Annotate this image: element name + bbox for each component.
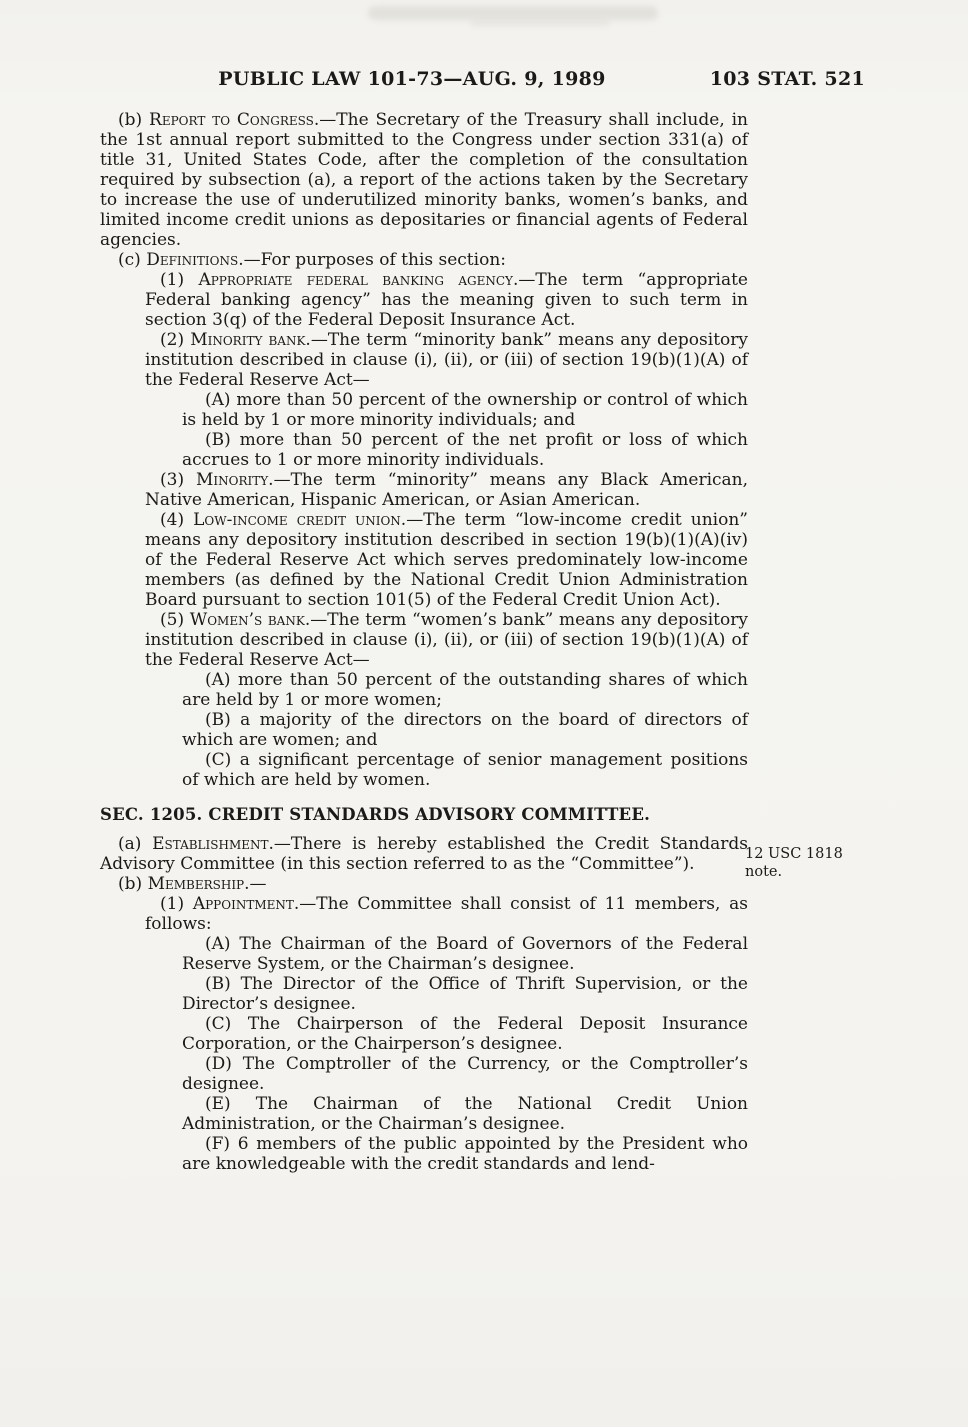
paragraph-heading: Definitions. (146, 250, 244, 270)
paragraph-text: more than 50 percent of the outstanding shares of which are held by 1 or more women; (182, 670, 748, 710)
statute-paragraph (100, 834, 748, 874)
paragraph-text: —For purposes of this section: (243, 250, 506, 270)
paragraph-number: (c) (118, 250, 147, 270)
paragraph-text: a majority of the directors on the board of directors of which are women; and (182, 710, 748, 750)
paragraph-number: (F) (205, 1134, 238, 1154)
statute-page-number: 103 STAT. 521 (709, 68, 865, 90)
statute-paragraph (145, 270, 748, 330)
paragraph-heading: Report to Congress. (149, 110, 320, 130)
statute-paragraph (100, 110, 748, 250)
paragraph-heading: Minority bank. (190, 330, 311, 350)
paragraph-number: (A) (205, 390, 237, 410)
scan-artifact (470, 18, 610, 26)
paragraph-number: (E) (205, 1094, 256, 1114)
paragraph-number: (C) (205, 750, 240, 770)
statute-paragraph (182, 390, 748, 430)
paragraph-text: The Chairman of the Board of Governors of the Federal Reserve System, or the Chairman’s designee. (182, 934, 749, 974)
paragraph-text: —The term “appropriate Federal banking agency” has the meaning given to such term in section 3(q) of the Federal Deposit Insurance Act. (145, 270, 748, 330)
paragraph-number: (C) (205, 1014, 248, 1034)
paragraph-number: (a) (118, 834, 153, 854)
paragraph-heading: Women’s bank. (189, 610, 311, 630)
statute-paragraph (182, 934, 748, 974)
statute-paragraph (182, 710, 748, 750)
paragraph-number: (A) (205, 670, 238, 690)
statute-paragraph (145, 610, 748, 670)
statute-body (100, 110, 748, 1174)
paragraph-text: The Chairman of the National Credit Union Administration, or the Chairman’s designee. (182, 1094, 749, 1134)
paragraph-number: (3) (160, 470, 196, 490)
statute-paragraph (145, 330, 748, 390)
statute-paragraph (182, 974, 748, 1014)
paragraph-number: (2) (160, 330, 191, 350)
paragraph-number: (B) (205, 430, 240, 450)
paragraph-text: a significant percentage of senior management positions of which are held by women. (182, 750, 748, 790)
statute-paragraph (182, 1014, 748, 1054)
statute-paragraph (182, 1094, 748, 1134)
margin-note-citation: 12 USC 1818 (745, 846, 843, 862)
statute-paragraph (182, 750, 748, 790)
paragraph-number: (D) (205, 1054, 243, 1074)
paragraph-heading: Minority. (195, 470, 274, 490)
statute-body-part2 (100, 834, 748, 1174)
page-header (100, 68, 865, 94)
paragraph-text: The Chairperson of the Federal Deposit Insurance Corporation, or the Chairperson’s designee. (182, 1014, 748, 1054)
paragraph-text: —There is hereby established the Credit Standards Advisory Committee (in this section referred to as the “Committee”). (100, 834, 748, 874)
statute-paragraph (145, 470, 748, 510)
paragraph-text: The Director of the Office of Thrift Supervision, or the Director’s designee. (182, 974, 748, 1014)
paragraph-heading: Establishment. (152, 834, 274, 854)
paragraph-text: —The term “women’s bank” means any depository institution described in clause (i), (ii), or (iii) of section 19(b)(1)(A) of the Federal Reserve Act— (145, 610, 748, 670)
paragraph-heading: Appointment. (192, 894, 300, 914)
statute-paragraph (145, 510, 748, 610)
paragraph-text: —The term “minority” means any Black American, Native American, Hispanic American, or Asian American. (145, 470, 749, 510)
paragraph-text: more than 50 percent of the ownership or control of which is held by 1 or more minority individuals; and (182, 390, 748, 430)
statute-body-part1 (100, 110, 748, 790)
margin-note-word: note. (745, 863, 783, 880)
statute-paragraph (182, 1054, 748, 1094)
statute-paragraph (145, 894, 748, 934)
paragraph-text: The Comptroller of the Currency, or the Comptroller’s designee. (182, 1054, 748, 1094)
section-heading: SEC. 1205. CREDIT STANDARDS ADVISORY COMMITTEE. (100, 805, 651, 824)
paragraph-text: —The term “low-income credit union” means any depository institution described in section 19(b)(1)(A)(iv) of the Federal Reserve Act which serves predominately low-income members (as defined by the National Credit Union Administration Board pursuant to section 101(5) of the Federal Credit Union Act). (145, 510, 748, 610)
paragraph-heading: Low-income credit union. (193, 510, 407, 530)
law-citation: PUBLIC LAW 101-73—AUG. 9, 1989 (218, 68, 606, 90)
paragraph-heading: Membership. (147, 874, 250, 894)
paragraph-text: —The term “minority bank” means any depository institution described in clause (i), (ii), or (iii) of section 19(b)(1)(A) of the Federal Reserve Act— (145, 330, 748, 390)
paragraph-text: — (249, 874, 267, 894)
paragraph-number: (4) (160, 510, 194, 530)
paragraph-number: (5) (160, 610, 190, 630)
paragraph-number: (b) (118, 874, 148, 894)
paragraph-number: (1) (160, 270, 199, 290)
paragraph-text: —The Secretary of the Treasury shall include, in the 1st annual report submitted to the Congress under section 331(a) of title 31, United States Code, after the completion of the consultation required by subsection (a), a report of the actions taken by the Secretary to increase the use of underutilized minority banks, women’s banks, and limited income credit unions as depositaries or financial agents of Federal agencies. (100, 110, 748, 250)
paragraph-text: more than 50 percent of the net profit or loss of which accrues to 1 or more minority individuals. (182, 430, 748, 470)
paragraph-number: (1) (160, 894, 193, 914)
statute-paragraph (182, 1134, 748, 1174)
paragraph-text: 6 members of the public appointed by the President who are knowledgeable with the credit standards and lend- (182, 1134, 748, 1174)
paragraph-heading: Appropriate federal banking agency. (198, 270, 519, 290)
margin-note (745, 846, 875, 881)
paragraph-number: (B) (205, 710, 241, 730)
paragraph-text: —The Committee shall consist of 11 members, as follows: (145, 894, 749, 934)
paragraph-number: (B) (205, 974, 241, 994)
statute-paragraph (182, 430, 748, 470)
paragraph-number: (A) (205, 934, 240, 954)
statute-paragraph (182, 670, 748, 710)
statute-paragraph (100, 250, 748, 270)
statute-paragraph (100, 874, 748, 894)
paragraph-number: (b) (118, 110, 150, 130)
